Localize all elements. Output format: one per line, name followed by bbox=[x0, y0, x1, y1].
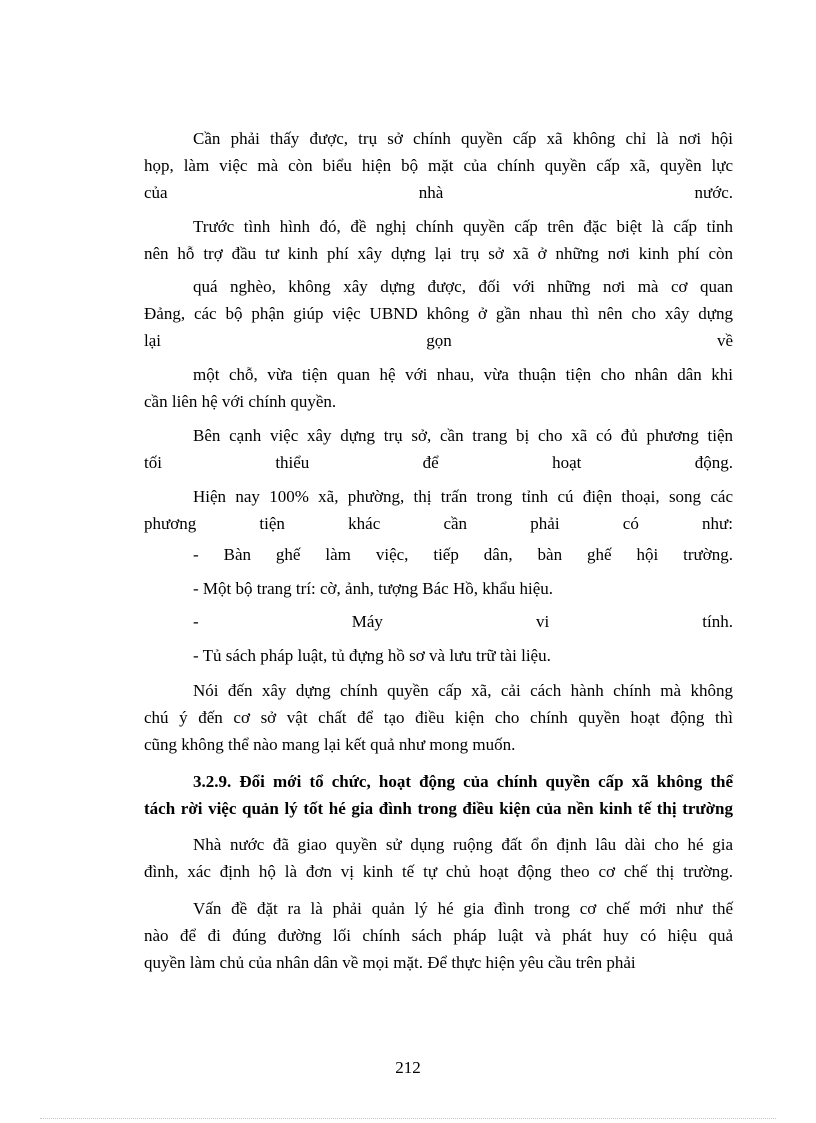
text-line: quyền làm chủ của nhân dân về mọi mặt. Để thực hiện yêu cầu trên phải bbox=[144, 953, 636, 972]
text-line: Trước tình hình đó, đề nghị chính quyền cấp trên đặc biệt là cấp tỉnh bbox=[193, 217, 733, 236]
text-line: Nói đến xây dựng chính quyền cấp xã, cải cách hành chính mà không bbox=[193, 681, 733, 700]
text-line: nào để đi đúng đường lối chính sách pháp luật và phát huy có hiệu quả bbox=[144, 926, 733, 945]
text-line: nên hỗ trợ đầu tư kinh phí xây dựng lại trụ sở xã ở những nơi kinh phí còn bbox=[144, 244, 733, 263]
text-line: cũng không thể nào mang lại kết quả như mong muốn. bbox=[144, 735, 516, 754]
text-line: tách rời việc quản lý tốt hé gia đình trong điều kiện của nền kinh tế thị trường bbox=[144, 799, 733, 818]
text-line: tối thiểu để hoạt động. bbox=[144, 453, 733, 472]
text-line: - Tủ sách pháp luật, tủ đựng hồ sơ và lưu trữ tài liệu. bbox=[193, 646, 551, 665]
text-line: - Một bộ trang trí: cờ, ảnh, tượng Bác Hồ, khẩu hiệu. bbox=[193, 579, 554, 598]
text-line: họp, làm việc mà còn biểu hiện bộ mặt của chính quyền cấp xã, quyền lực bbox=[144, 156, 733, 175]
page-bottom-border bbox=[40, 1118, 776, 1119]
text-line: - Bàn ghế làm việc, tiếp dân, bàn ghế hội trường. bbox=[193, 545, 733, 564]
text-line: Đảng, các bộ phận giúp việc UBND không ở gần nhau thì nên cho xây dựng bbox=[144, 304, 733, 323]
text-line: Vấn đề đặt ra là phải quản lý hé gia đình trong cơ chế mới như thế bbox=[193, 899, 733, 918]
text-line: của nhà nước. bbox=[144, 183, 733, 202]
text-line: quá nghèo, không xây dựng được, đối với những nơi mà cơ quan bbox=[193, 277, 733, 296]
text-line: lại gọn về bbox=[144, 331, 733, 350]
text-line: chú ý đến cơ sở vật chất để tạo điều kiện cho chính quyền hoạt động thì bbox=[144, 708, 733, 727]
text-line: Hiện nay 100% xã, phường, thị trấn trong tỉnh cú điện thoại, song các bbox=[193, 487, 733, 506]
text-line: Cần phải thấy được, trụ sở chính quyền cấp xã không chỉ là nơi hội bbox=[193, 129, 733, 148]
text-line: Nhà nước đã giao quyền sử dụng ruộng đất ổn định lâu dài cho hé gia bbox=[193, 835, 733, 854]
text-line: phương tiện khác cần phải có như: bbox=[144, 514, 733, 533]
text-line: 3.2.9. Đổi mới tổ chức, hoạt động của chính quyền cấp xã không thể bbox=[193, 772, 733, 791]
text-line: cần liên hệ với chính quyền. bbox=[144, 392, 337, 411]
text-line: - Máy vi tính. bbox=[193, 612, 733, 631]
page-number: 212 bbox=[395, 1058, 421, 1077]
text-line: một chỗ, vừa tiện quan hệ với nhau, vừa thuận tiện cho nhân dân khi bbox=[193, 365, 733, 384]
text-line: Bên cạnh việc xây dựng trụ sở, cần trang bị cho xã có đủ phương tiện bbox=[193, 426, 733, 445]
text-line: đình, xác định hộ là đơn vị kinh tế tự chủ hoạt động theo cơ chế thị trường. bbox=[144, 862, 733, 881]
